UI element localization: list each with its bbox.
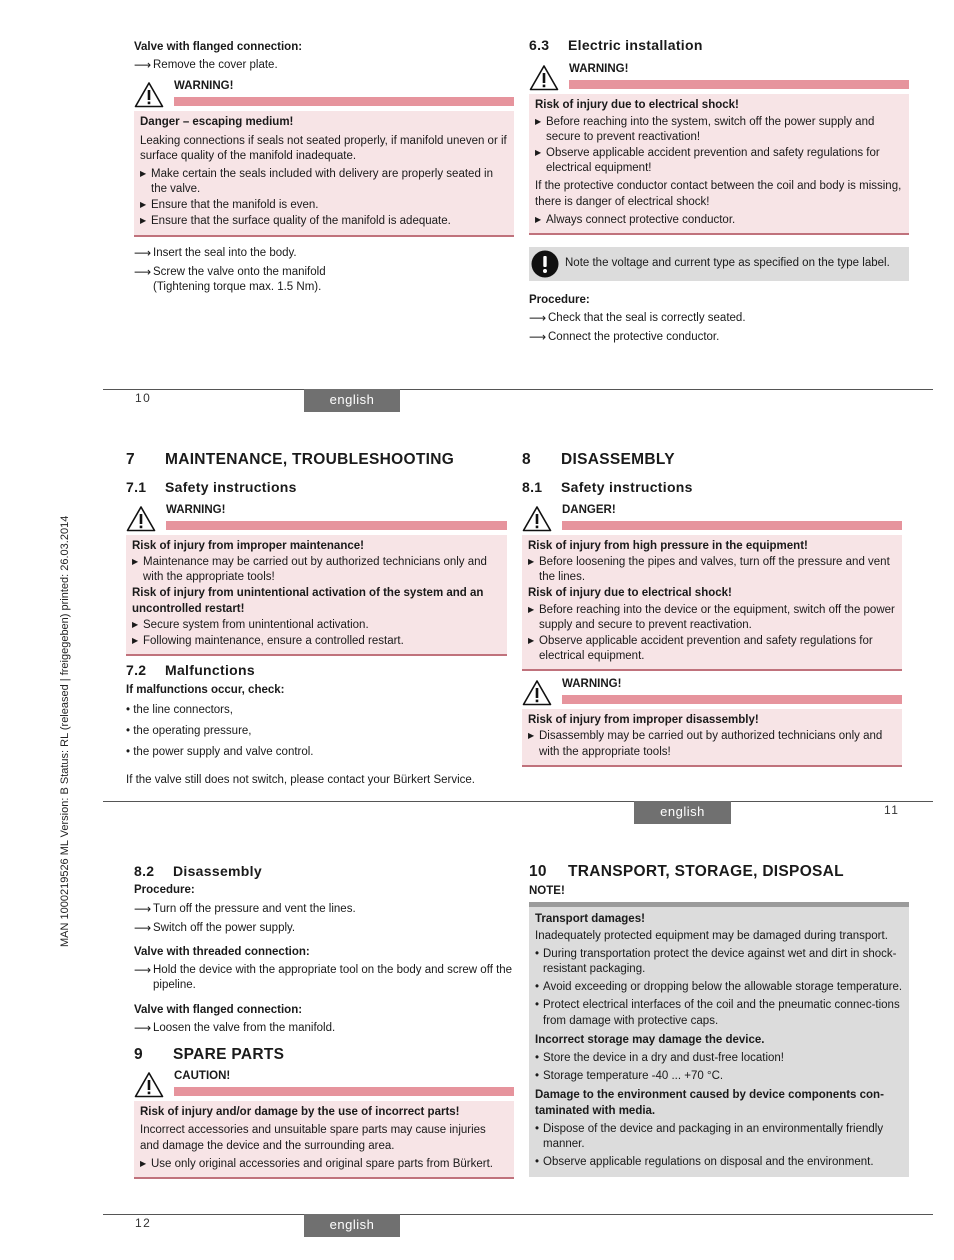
step: ⟶ Screw the valve onto the manifold (Tightening torque max. 1.5 Nm). — [134, 264, 326, 293]
warning-header: WARNING! — [522, 677, 902, 709]
list-item: • Store the device in a dry and dust-free location! — [535, 1052, 785, 1064]
warning-box: Danger – escaping medium! Leaking connections if seals not seated properly, if manifold uneven or if surface quality of the manifold inadequate. ▶ Make certain the seals included with delivery are properly seated in the valve. ▶ Ensure that the manifold is even. ▶ Ensure that the surface quality of the manifold is adequate. — [134, 111, 514, 236]
list-item: ▶ Before reaching into the system, switch off the power supply and secure to prevent reactivation! — [535, 115, 875, 143]
step: ⟶ Hold the device with the appropriate tool on the body and screw off the pipeline. — [134, 963, 513, 992]
warning-header: WARNING! — [134, 79, 514, 111]
page11-right-column — [522, 450, 902, 767]
warning-triangle-icon — [126, 505, 156, 532]
list-item: ▶ Use only original accessories and original spare parts from Bürkert. — [140, 1157, 493, 1170]
chapter-heading: 8 DISASSEMBLY — [522, 451, 675, 468]
arrow-icon: ⟶ — [134, 901, 152, 916]
warning-header: WARNING! — [529, 62, 909, 94]
warning-box: Risk of injury due to electrical shock! ▶ Before reaching into the system, switch off the power supply and secure to prevent reactivation! ▶ Observe applicable accident prevention and safety regulations for electrical equipment! If the protective conductor contact between the coil and body is missing, there is danger of electrical shock! ▶ Always connect protective conductor. — [529, 94, 909, 234]
warning-bar — [174, 1087, 514, 1096]
document-meta-sidebar: MAN 1000219526 ML Version: B Status: RL (released | freigegeben) printed: 26.03.2014 — [59, 515, 71, 947]
arrow-icon: ⟶ — [134, 920, 152, 935]
warning-bar — [166, 521, 507, 530]
subheading: Valve with flanged connection: — [134, 41, 303, 53]
warning-box: Risk of injury from improper maintenance! ▶ Maintenance may be carried out by authorized technicians only and with the appropriate tools! Risk of injury from unintentional activation of the system and an uncontrolled restart! ▶ Secure system from unintentional activation. ▶ Following maintenance, ensure a controlled restart. — [126, 535, 507, 656]
page10-right-column: 6.3 Electric installation WARNING! Risk of injury due to electrical shock! ▶ Before reaching into the system, switch off the power supply and secure to prevent reactivation! ▶ Observe applicable accident prevention and safety regulations for electrical equipment! If the protective conductor contact between the coil and body is missing, there is danger of electrical shock! ▶ Always connect protective conductor. Note the voltage and current type as specified on the type label. Procedure: ⟶ Check that the seal is correctly seated. ⟶ Connect the protective conductor. — [529, 36, 909, 349]
page-number: 11 — [884, 803, 900, 817]
arrow-icon: ⟶ — [134, 245, 152, 260]
warning-triangle-icon — [134, 81, 164, 108]
step: ⟶ Switch off the power supply. — [134, 920, 296, 935]
step: ⟶ Turn off the pressure and vent the lines. — [134, 901, 356, 916]
step: ⟶ Loosen the valve from the manifold. — [134, 1020, 336, 1035]
arrow-icon: ⟶ — [134, 1020, 152, 1035]
list-item: ▶ Before loosening the pipes and valves, turn off the pressure and vent the lines. — [528, 556, 890, 584]
page-footer-rule — [103, 1214, 933, 1215]
list-item: • Avoid exceeding or dropping below the allowable storage temperature. — [535, 981, 903, 994]
list-item: • Observe applicable regulations on disposal and the environment. — [535, 1156, 874, 1169]
warning-triangle-icon — [529, 64, 559, 91]
danger-box: Risk of injury from high pressure in the equipment! ▶ Before loosening the pipes and valves, turn off the pressure and vent the lines. Risk of injury due to electrical shock! ▶ Before reaching into the device or the equipment, switch off the power supply and secure to prevent reactivation. ▶ Observe applicable accident prevention and safety regulations for electrical equipment. — [522, 535, 902, 671]
page12-right-column — [529, 862, 909, 1177]
section-heading: 7.1 Safety instructions — [126, 479, 297, 496]
list-item: ▶ Always connect protective conductor. — [535, 213, 736, 226]
page11-left-column: 7 MAINTENANCE, TROUBLESHOOTING 7.1 Safety instructions WARNING! Risk of injury from improper maintenance! ▶ Maintenance may be carried out by authorized technicians only and with the appropriate tools! Risk of injury from unintentional activation of the system and an uncontrolled restart! ▶ Secure system from unintentional activation. ▶ Following maintenance, ensure a controlled restart. 7.2 Malfunctions If malfunctions occur, check: • the line connectors, • the operating pressure, • the power supply and valve control. If the valve still does not switch, please contact your Bürkert Service. — [126, 450, 507, 791]
warning-bar — [174, 97, 514, 106]
list-item: ▶ Observe applicable accident prevention and safety regulations for electrical equipment! — [535, 146, 880, 175]
chapter-heading: 9 SPARE PARTS — [134, 1045, 285, 1063]
list-item: ▶ Disassembly may be carried out by authorized technicians only and with the appropriate tools! — [528, 730, 883, 758]
list-item: • Dispose of the device and packaging in an environmentally friendly manner. — [535, 1122, 884, 1150]
list-item: • Storage temperature -40 ... +70 °C. — [535, 1070, 724, 1083]
list-item: ▶ Ensure that the surface quality of the manifold is adequate. — [140, 215, 451, 228]
caution-header: CAUTION! — [134, 1069, 514, 1101]
check-item: • the operating pressure, — [126, 724, 252, 737]
list-item: ▶ Make certain the seals included with delivery are properly seated in the valve. — [140, 167, 493, 196]
section-heading: 7.2 Malfunctions — [126, 662, 255, 679]
section-heading: 6.3 Electric installation — [529, 37, 703, 53]
list-item: ▶ Maintenance may be carried out by authorized technicians only and with the appropriate tools! — [132, 556, 487, 584]
check-item: • the power supply and valve control. — [126, 746, 314, 759]
step: ⟶ Remove the cover plate. — [134, 58, 278, 73]
chapter-heading: 7 MAINTENANCE, TROUBLESHOOTING — [126, 451, 455, 468]
warning-box: Risk of injury from improper disassembly! ▶ Disassembly may be carried out by authorized technicians only and with the appropriate tools! — [522, 709, 902, 767]
caution-box: Risk of injury and/or damage by the use of incorrect parts! Incorrect accessories and unsuitable spare parts may cause injuries and damage the device and the surrounding area. ▶ Use only original accessories and original spare parts from Bürkert. — [134, 1101, 514, 1179]
danger-header: DANGER! — [522, 503, 902, 535]
warning-triangle-icon — [134, 1071, 164, 1098]
step: ⟶ Check that the seal is correctly seated. — [529, 311, 746, 326]
arrow-icon: ⟶ — [529, 330, 547, 345]
exclamation-icon — [531, 250, 559, 278]
arrow-icon: ⟶ — [134, 963, 152, 978]
arrow-icon: ⟶ — [134, 58, 152, 73]
page12-left-column: 8.2 Disassembly Procedure: ⟶ Turn off the pressure and vent the lines. ⟶ Switch off the power supply. Valve with threaded connection: ⟶ Hold the device with the appropriate tool on the body and screw off the pipeline. Valve with flanged connection: ⟶ Loosen the valve from the manifold. 9 SPARE PARTS CAUTION! Risk of injury and/or damage by the use of incorrect parts! Incorrect accessories and unsuitable spare parts may cause injuries and damage the device and the surrounding area. ▶ Use only original accessories and original spare parts from Bürkert. — [134, 862, 514, 1179]
list-item: ▶ Following maintenance, ensure a controlled restart. — [132, 634, 404, 647]
page-footer-rule — [103, 801, 933, 802]
warning-triangle-icon — [522, 505, 552, 532]
step: ⟶ Connect the protective conductor. — [529, 330, 720, 345]
warning-bar — [562, 521, 902, 530]
page-footer-rule — [103, 389, 933, 390]
list-item: ▶ Observe applicable accident prevention and safety regulations for electrical equipment. — [528, 634, 873, 663]
page-number: 10 — [135, 391, 152, 405]
step: ⟶ Insert the seal into the body. — [134, 245, 297, 260]
language-tab: english — [304, 1214, 400, 1237]
warning-triangle-icon — [522, 679, 552, 706]
warning-header: WARNING! — [126, 503, 507, 535]
page10-left-column — [134, 38, 514, 299]
section-heading: 8.1 Safety instructions — [522, 479, 693, 496]
list-item: ▶ Before reaching into the device or the equipment, switch off the power supply and secure to prevent reactivation. — [528, 603, 895, 631]
arrow-icon: ⟶ — [134, 264, 152, 279]
warning-bar — [562, 695, 902, 704]
language-tab: english — [304, 389, 400, 412]
page-number: 12 — [135, 1216, 152, 1230]
language-tab: english — [634, 801, 731, 824]
list-item: ▶ Secure system from unintentional activation. — [132, 618, 369, 631]
note-box: Note the voltage and current type as specified on the type label. — [529, 247, 909, 281]
list-item: • During transportation protect the device against wet and dirt in shock-resistant packaging. — [535, 947, 897, 976]
note-label: NOTE! — [529, 885, 565, 898]
section-heading: 8.2 Disassembly — [134, 863, 262, 879]
list-item: • Protect electrical interfaces of the coil and the pneumatic connec-tions from damage with protective caps. — [535, 999, 900, 1027]
chapter-heading: 10 TRANSPORT, STORAGE, DISPOSAL — [529, 863, 844, 880]
arrow-icon: ⟶ — [529, 311, 547, 326]
warning-bar — [569, 80, 909, 89]
note-box: Transport damages! Inadequately protected equipment may be damaged during transport. • During transportation protect the device against wet and dirt in shock-resistant packaging. • Avoid exceeding or dropping below the allowable storage temperature. • Protect electrical interfaces of the coil and the pneumatic connec-tions from damage with protective caps. Incorrect storage may damage the device. • Store the device in a dry and dust-free location! • Storage temperature -40 ... +70 °C. Damage to the environment caused by device components con-taminated with media. • Dispose of the device and packaging in an environmentally friendly manner. • Observe applicable regulations on disposal and the environment. — [529, 907, 909, 1178]
list-item: ▶ Ensure that the manifold is even. — [140, 199, 319, 212]
check-item: • the line connectors, — [126, 703, 233, 716]
